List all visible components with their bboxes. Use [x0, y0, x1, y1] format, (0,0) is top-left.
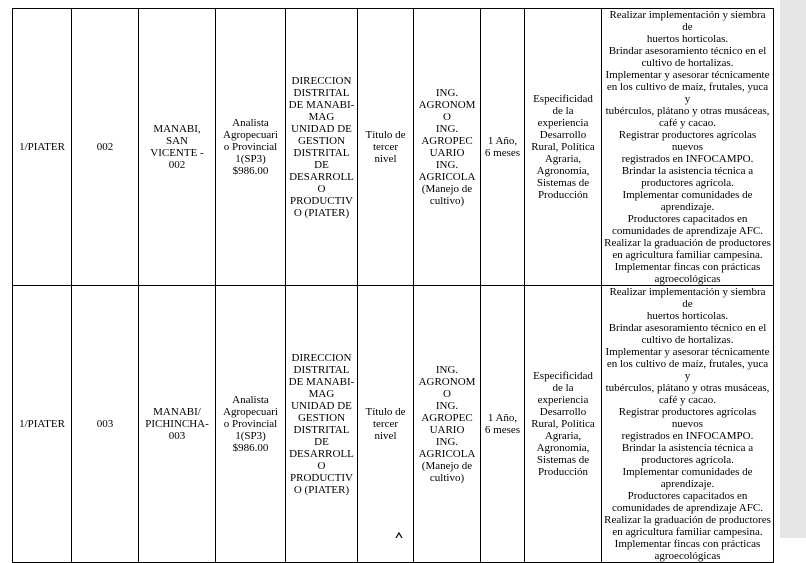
cell-line: VICENTE - — [150, 147, 204, 159]
cell-line: DESARROLL — [289, 171, 354, 183]
duration-cell — [481, 286, 525, 563]
cell-line: ING. — [435, 436, 459, 448]
cell-line: 002 — [168, 159, 186, 171]
cell-line: ING. — [435, 364, 459, 376]
cell-line: en los cultivo de maíz, frutales, yuca y — [606, 358, 769, 382]
cell-line: PICHINCHA- — [145, 418, 209, 430]
activities-cell — [602, 286, 774, 563]
cell-line: $986.00 — [232, 165, 269, 177]
cell-line: Agropecuari — [223, 406, 278, 418]
cell-line: O (PIATER) — [293, 484, 350, 496]
cell-line: $986.00 — [232, 442, 269, 454]
cell-line: DE — [314, 436, 329, 448]
cell-line: ING. — [435, 123, 459, 135]
cell-line: UNIDAD DE — [291, 123, 352, 135]
cell-line: de la — [552, 382, 574, 394]
cell-line: de la — [552, 105, 574, 117]
cell-line: aprendizaje. — [660, 478, 715, 490]
cell-line: DISTRITAL — [293, 87, 350, 99]
cell-line: Registrar productores agrícolas nuevos — [618, 129, 757, 153]
cell-line: DE MANABI- — [288, 99, 355, 111]
cell-line: DISTRITAL — [293, 147, 350, 159]
positions-table — [12, 8, 774, 563]
cell-line: O — [443, 388, 451, 400]
cell-line: DIRECCION — [291, 352, 352, 364]
experience-cell — [525, 9, 602, 286]
unit-cell: 1/PIATER — [13, 286, 72, 563]
cell-line: Implementar comunidades de — [622, 466, 753, 478]
cell-line: huertos horticolas. — [646, 310, 729, 322]
position-cell — [216, 286, 286, 563]
cell-line: AGRONOM — [418, 99, 476, 111]
table-body — [13, 9, 774, 563]
cell-line: Productores capacitados en — [627, 213, 748, 225]
cell-line: MANABI/ — [153, 406, 201, 418]
cell-line: Agronomía, — [536, 442, 590, 454]
cell-line: 1(SP3) — [235, 430, 266, 442]
cell-line: en los cultivo de maíz, frutales, yuca y — [606, 81, 769, 105]
cell-line: 1(SP3) — [235, 153, 266, 165]
cell-line: PRODUCTIV — [290, 472, 353, 484]
cell-line: AGRONOM — [418, 376, 476, 388]
cell-line: Productores capacitados en — [627, 490, 748, 502]
cell-line: experiencia — [537, 394, 589, 406]
cell-line: DE MANABI- — [288, 376, 355, 388]
cell-line: Rural, Política — [531, 418, 595, 430]
cell-line: Agraria, — [544, 153, 582, 165]
number-cell: 003 — [72, 286, 139, 563]
cell-line: cultivo) — [429, 195, 465, 207]
cell-line: o Provincial — [223, 418, 278, 430]
location-cell — [139, 9, 216, 286]
cell-line: Especificidad — [533, 93, 593, 105]
unit-name-cell — [286, 9, 358, 286]
cell-line: MAG — [308, 388, 335, 400]
cell-line: Implementar y asesorar técnicamente — [605, 346, 770, 358]
cell-line: Brindar asesoramiento técnico en el — [608, 45, 767, 57]
cell-line: O (PIATER) — [293, 207, 350, 219]
window-background-strip — [780, 0, 806, 538]
degrees-cell — [414, 286, 481, 563]
cell-line: Registrar productores agrícolas nuevos — [618, 406, 757, 430]
education-cell — [358, 286, 414, 563]
degrees-cell — [414, 9, 481, 286]
cell-line: Título de — [365, 129, 406, 141]
cell-line: Implementar comunidades de — [622, 189, 753, 201]
cell-line: productores agrícola. — [641, 454, 734, 466]
cell-line: huertos horticolas. — [646, 33, 729, 45]
unit-cell: 1/PIATER — [13, 9, 72, 286]
cell-line: 6 meses — [484, 424, 521, 436]
cell-line: registrados en INFOCAMPO. — [621, 153, 754, 165]
cell-line: café y cacao. — [658, 117, 717, 129]
cell-line: Brindar asesoramiento técnico en el — [608, 322, 767, 334]
education-cell — [358, 9, 414, 286]
cell-line: en agricultura familiar campesina. — [612, 249, 763, 261]
cell-line: Producción — [537, 189, 589, 201]
cell-line: SAN — [165, 135, 188, 147]
text-cursor-icon — [395, 532, 403, 538]
cell-line: Realizar la graduación de productores — [604, 514, 771, 526]
cell-line: DISTRITAL — [293, 364, 350, 376]
experience-cell — [525, 286, 602, 563]
cell-line: MANABI, — [153, 123, 201, 135]
cell-line: Analista — [232, 394, 269, 406]
cell-line: agroecológicas — [654, 273, 721, 285]
cell-line: tubérculos, plátano y otras musáceas, — [605, 382, 770, 394]
unit-name-cell — [286, 286, 358, 563]
cell-line: UARIO — [429, 147, 465, 159]
cell-line: Implementar fincas con prácticas — [614, 538, 761, 550]
cell-line: café y cacao. — [658, 394, 717, 406]
cell-line: comunidades de aprendizaje AFC. — [612, 502, 763, 514]
cell-line: Analista — [232, 117, 269, 129]
cell-line: GESTION — [297, 412, 346, 424]
cell-line: UARIO — [429, 424, 465, 436]
cell-line: UNIDAD DE — [291, 400, 352, 412]
cell-line: cultivo de hortalizas. — [641, 334, 734, 346]
cell-line: o Provincial — [223, 141, 278, 153]
cell-line: Agronomía, — [536, 165, 590, 177]
cell-line: MAG — [308, 111, 335, 123]
cell-line: GESTION — [297, 135, 346, 147]
cell-line: Desarrollo — [539, 406, 587, 418]
cell-line: Realizar la graduación de productores — [604, 237, 771, 249]
table-row — [13, 9, 774, 286]
activities-cell — [602, 9, 774, 286]
cell-line: ING. — [435, 87, 459, 99]
cell-line: en agricultura familiar campesina. — [612, 526, 763, 538]
duration-cell — [481, 9, 525, 286]
cell-line: 003 — [168, 430, 186, 442]
cell-line: AGRICOLA — [418, 171, 476, 183]
cell-line: nivel — [374, 153, 397, 165]
cell-line: O — [317, 183, 326, 195]
cell-line: tubérculos, plátano y otras musáceas, — [605, 105, 770, 117]
cell-line: 1 Año, — [487, 135, 518, 147]
cell-line: aprendizaje. — [660, 201, 715, 213]
cell-line: 6 meses — [484, 147, 521, 159]
cell-line: nivel — [374, 430, 397, 442]
cell-line: (Manejo de — [421, 183, 473, 195]
position-cell — [216, 9, 286, 286]
cell-line: Brindar la asistencia técnica a — [621, 442, 754, 454]
location-cell — [139, 286, 216, 563]
cell-line: DESARROLL — [289, 448, 354, 460]
cell-line: tercer — [372, 418, 399, 430]
cell-line: PRODUCTIV — [290, 195, 353, 207]
cell-line: experiencia — [537, 117, 589, 129]
cell-line: DE — [314, 159, 329, 171]
cell-line: Título de — [365, 406, 406, 418]
cell-line: Realizar implementación y siembra de — [609, 9, 766, 33]
cell-line: tercer — [372, 141, 399, 153]
cell-line: Implementar fincas con prácticas — [614, 261, 761, 273]
table-row — [13, 286, 774, 563]
cell-line: ING. — [435, 400, 459, 412]
cell-line: cultivo de hortalizas. — [641, 57, 734, 69]
cell-line: Sistemas de — [536, 454, 590, 466]
cell-line: Sistemas de — [536, 177, 590, 189]
cell-line: agroecológicas — [654, 550, 721, 562]
cell-line: AGROPEC — [421, 412, 473, 424]
cell-line: Agropecuari — [223, 129, 278, 141]
cell-line: ING. — [435, 159, 459, 171]
cell-line: DIRECCION — [291, 75, 352, 87]
cell-line: AGRICOLA — [418, 448, 476, 460]
cell-line: Desarrollo — [539, 129, 587, 141]
cell-line: Brindar la asistencia técnica a — [621, 165, 754, 177]
cell-line: AGROPEC — [421, 135, 473, 147]
cell-line: (Manejo de — [421, 460, 473, 472]
cell-line: Especificidad — [533, 370, 593, 382]
cell-line: Producción — [537, 466, 589, 478]
cell-line: Rural, Política — [531, 141, 595, 153]
cell-line: O — [443, 111, 451, 123]
cell-line: cultivo) — [429, 472, 465, 484]
cell-line: registrados en INFOCAMPO. — [621, 430, 754, 442]
cell-line: productores agrícola. — [641, 177, 734, 189]
cell-line: 1 Año, — [487, 412, 518, 424]
number-cell: 002 — [72, 9, 139, 286]
cell-line: DISTRITAL — [293, 424, 350, 436]
cell-line: Implementar y asesorar técnicamente — [605, 69, 770, 81]
cell-line: Agraria, — [544, 430, 582, 442]
cell-line: O — [317, 460, 326, 472]
cell-line: comunidades de aprendizaje AFC. — [612, 225, 763, 237]
cell-line: Realizar implementación y siembra de — [609, 286, 766, 310]
